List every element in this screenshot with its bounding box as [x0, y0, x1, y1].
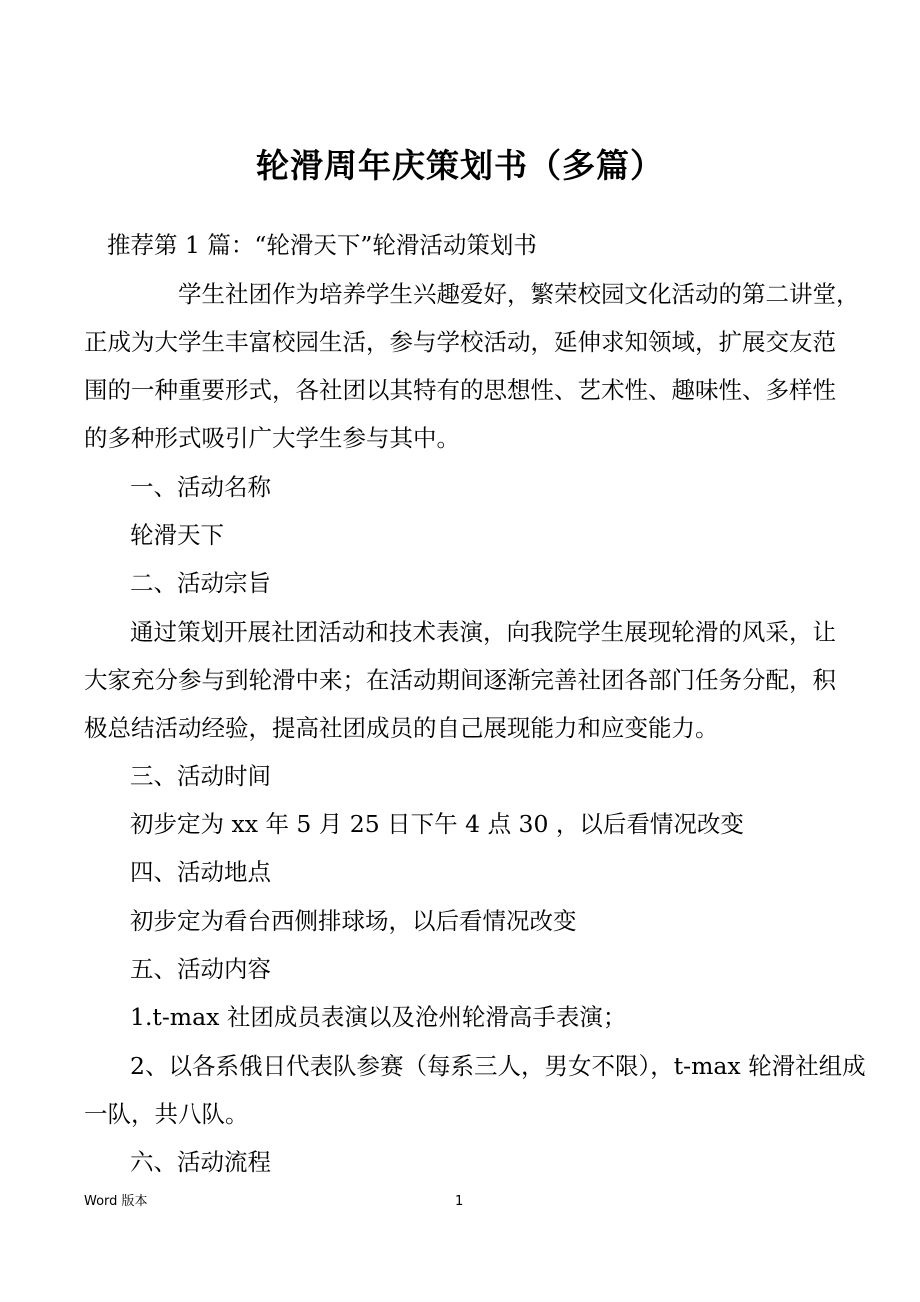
section5-item-2-line-1: 2、以各系俄日代表队参赛（每系三人，男女不限），t-max 轮滑社组成 [130, 1052, 866, 1080]
section5-heading: 五、活动内容 [130, 955, 271, 983]
section1-text: 轮滑天下 [130, 521, 224, 549]
intro-line-3: 围的一种重要形式，各社团以其特有的思想性、艺术性、趣味性、多样性 [84, 376, 836, 404]
section3-heading: 三、活动时间 [130, 762, 271, 790]
section4-text: 初步定为看台西侧排球场，以后看情况改变 [130, 907, 577, 935]
section2-line-3: 极总结活动经验，提高社团成员的自己展现能力和应变能力。 [84, 714, 719, 742]
footer-page-number: 1 [455, 1194, 464, 1209]
document-title: 轮滑周年庆策划书（多篇） [256, 146, 664, 185]
section5-item-2-line-2: 一队，共八队。 [84, 1100, 249, 1128]
section6-heading: 六、活动流程 [130, 1148, 271, 1176]
footer-version-label: Word 版本 [84, 1194, 148, 1209]
section2-line-2: 大家充分参与到轮滑中来；在活动期间逐渐完善社团各部门任务分配，积 [84, 666, 836, 694]
section1-heading: 一、活动名称 [130, 473, 271, 501]
section3-text: 初步定为 xx 年 5 月 25 日下午 4 点 30 ，以后看情况改变 [130, 810, 744, 838]
section4-heading: 四、活动地点 [130, 858, 271, 886]
section2-line-1: 通过策划开展社团活动和技术表演，向我院学生展现轮滑的风采，让 [130, 618, 836, 646]
intro-line-1: 学生社团作为培养学生兴趣爱好，繁荣校园文化活动的第二讲堂， [178, 280, 860, 308]
intro-line-2: 正成为大学生丰富校园生活，参与学校活动，延伸求知领域，扩展交友范 [84, 328, 836, 356]
intro-line-4: 的多种形式吸引广大学生参与其中。 [84, 424, 460, 452]
section5-item-1: 1.t-max 社团成员表演以及沧州轮滑高手表演； [130, 1003, 627, 1031]
section2-heading: 二、活动宗旨 [130, 569, 271, 597]
recommend-heading: 推荐第 1 篇：“轮滑天下”轮滑活动策划书 [107, 231, 537, 259]
